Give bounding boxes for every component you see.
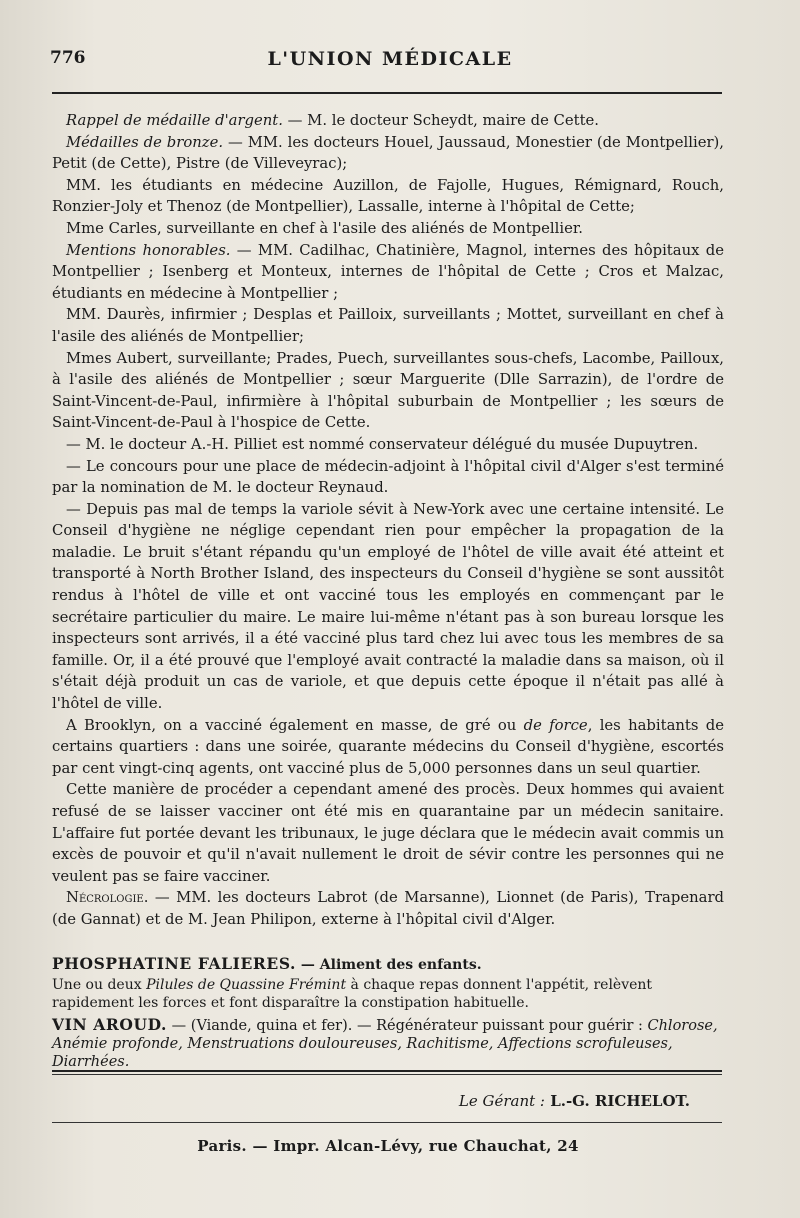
journal-title: L'UNION MÉDICALE (267, 48, 513, 70)
ad-pilules-prefix: Une ou deux (52, 977, 147, 993)
page-number: 776 (50, 48, 86, 68)
paragraph (52, 348, 724, 434)
ad-phosphatine-title: PHOSPHATINE FALIERES. (52, 954, 297, 973)
paragraph-text: — MM. Cadilhac, Chatinière, Magnol, internes des hôpitaux de Montpellier ; Isenberg et Monteux, internes de l'hôpital de Cette ; Cros et Malzac, étudiants en médecine à Montpellier ; (52, 241, 724, 302)
paragraph (52, 456, 724, 499)
italic-text: Rappel de médaille d'argent. (66, 112, 283, 129)
paragraph (52, 779, 724, 887)
ad-vin-title: VIN AROUD. (52, 1015, 168, 1034)
paragraph (52, 499, 724, 715)
paragraph-text: MM. Daurès, infirmier ; Desplas et Pailloix, surveillants ; Mottet, surveillant en chef à l'asile des aliénés de Montpellier; (52, 306, 724, 345)
paragraph-text: MM. les étudiants en médecine Auzillon, de Fajolle, Hugues, Rémignard, Rouch, Ronzier-Joly et Thenoz (de Montpellier), Lassalle, interne à l'hôpital de Cette; (52, 176, 724, 216)
paragraph-text: — M. le docteur A.-H. Pilliet est nommé conservateur délégué du musée Dupuytren. (66, 435, 699, 453)
ad-pilules (52, 976, 724, 1012)
ad-pilules-text: à chaque repas donnent l'appétit, relèvent rapidement les forces et font disparaître la constipation habituelle. (52, 977, 653, 1011)
ad-pilules-name: Pilules de Quassine Frémint (146, 977, 347, 993)
ad-vin-indications: Chlorose, Anémie profonde, Menstruations douloureuses, Rachitisme, Affections scrofuleuses, Diarrhées. (52, 1018, 718, 1070)
advertisements (52, 955, 724, 1071)
ad-phosphatine (52, 955, 724, 974)
paragraph (52, 715, 724, 780)
paragraph-text: Cette manière de procéder a cependant amené des procès. Deux hommes qui avaient refusé de se laisser vacciner ont été mis en quarantaine par un médecin sanitaire. L'affaire fut portée devant les tribunaux, le juge déclara que le médecin avait commis un excès de pouvoir et qu'il n'avait nullement le droit de sévir contre les personnes qui ne veulent pas se faire vacciner. (52, 781, 724, 885)
footer-rule-top-2 (52, 1074, 722, 1075)
article-body (52, 110, 724, 931)
paragraph-text: — MM. les docteurs Houel, Jaussaud, Monestier (de Montpellier), Petit (de Cette), Pistre (de Villeveyrac); (52, 133, 725, 173)
paragraph-text: A Brooklyn, on a vacciné également en masse, de gré ou (66, 716, 524, 734)
ad-vin-text: — (Viande, quina et fer). — Régénérateur puissant pour guérir : (167, 1018, 648, 1034)
paragraph (52, 434, 724, 456)
paragraph (52, 110, 724, 132)
paragraph (52, 240, 724, 305)
small-caps-text: Nécrologie. (66, 889, 149, 907)
ad-vin-aroud (52, 1016, 724, 1071)
paragraph-text: — Depuis pas mal de temps la variole sévit à New-York avec une certaine intensité. Le Conseil d'hygiène ne néglige cependant rien pour empêcher la propagation de la maladie. Le bruit s'étant répandu qu'un employé de l'hôtel de ville avait été atteint et transporté à North Brother Island, des inspecteurs du Conseil d'hygiène se sont aussitôt rendus à l'hôtel de ville et ont vacciné tous les employés en commençant par le secrétaire particulier du maire. Le maire lui-même n'étant pas à son bureau lorsque les inspecteurs sont arrivés, il a été vacciné plus tard chez lui avec tous les membres de sa famille. Or, il a été prouvé que l'employé avait contracté la maladie dans sa maison, où il s'était déjà produit un cas de variole, et que depuis cette époque il n'était pas allé à l'hôtel de ville. (52, 500, 724, 713)
gerant-signature (400, 1092, 690, 1110)
paragraph (52, 218, 724, 240)
printer-imprint: Paris. — Impr. Alcan-Lévy, rue Chauchat, 24 (197, 1137, 579, 1155)
italic-text: Médailles de bronze. (66, 133, 224, 151)
gerant-name: L.-G. RICHELOT. (544, 1092, 690, 1110)
paragraph-text: — MM. les docteurs Labrot (de Marsanne), Lionnet (de Paris), Trapenard (de Gannat) et de M. Jean Philipon, externe à l'hôpital civil d'Alger. (52, 889, 724, 928)
paragraph-text: Mme Carles, surveillante en chef à l'asile des aliénés de Montpellier. (66, 219, 583, 237)
paragraph-text: — M. le docteur Scheydt, maire de Cette. (282, 112, 599, 129)
italic-text: de force (523, 716, 588, 734)
italic-text: Mentions honorables. (66, 241, 231, 259)
paragraph-text: Mmes Aubert, surveillante; Prades, Puech, surveillantes sous-chefs, Lacombe, Pailloux, à l'asile des aliénés de Montpellier ; sœur Marguerite (Dlle Sarrazin), de l'ordre de Saint-Vincent-de-Paul, infirmière à l'hôpital suburbain de Montpellier ; les sœurs de Saint-Vincent-de-Paul à l'hospice de Cette. (52, 349, 724, 432)
footer-rule-mid (52, 1122, 722, 1123)
paragraph (52, 304, 724, 347)
paragraph (52, 175, 724, 218)
gerant-label: Le Gérant : (458, 1092, 545, 1110)
ad-phosphatine-tagline: — Aliment des enfants. (296, 957, 482, 973)
paragraph-text: , les habitants de certains quartiers : dans une soirée, quarante médecins du Conseil d'hygiène, escortés par cent vingt-cinq agents, ont vacciné plus de 5,000 personnes dans un seul quartier. (52, 716, 724, 777)
footer-rule-top (52, 1070, 722, 1072)
paragraph (52, 887, 724, 930)
header-rule (52, 92, 722, 94)
page-header (50, 44, 730, 74)
paragraph-text: — Le concours pour une place de médecin-adjoint à l'hôpital civil d'Alger s'est terminé par la nomination de M. le docteur Reynaud. (52, 457, 724, 497)
paragraph (52, 132, 724, 175)
